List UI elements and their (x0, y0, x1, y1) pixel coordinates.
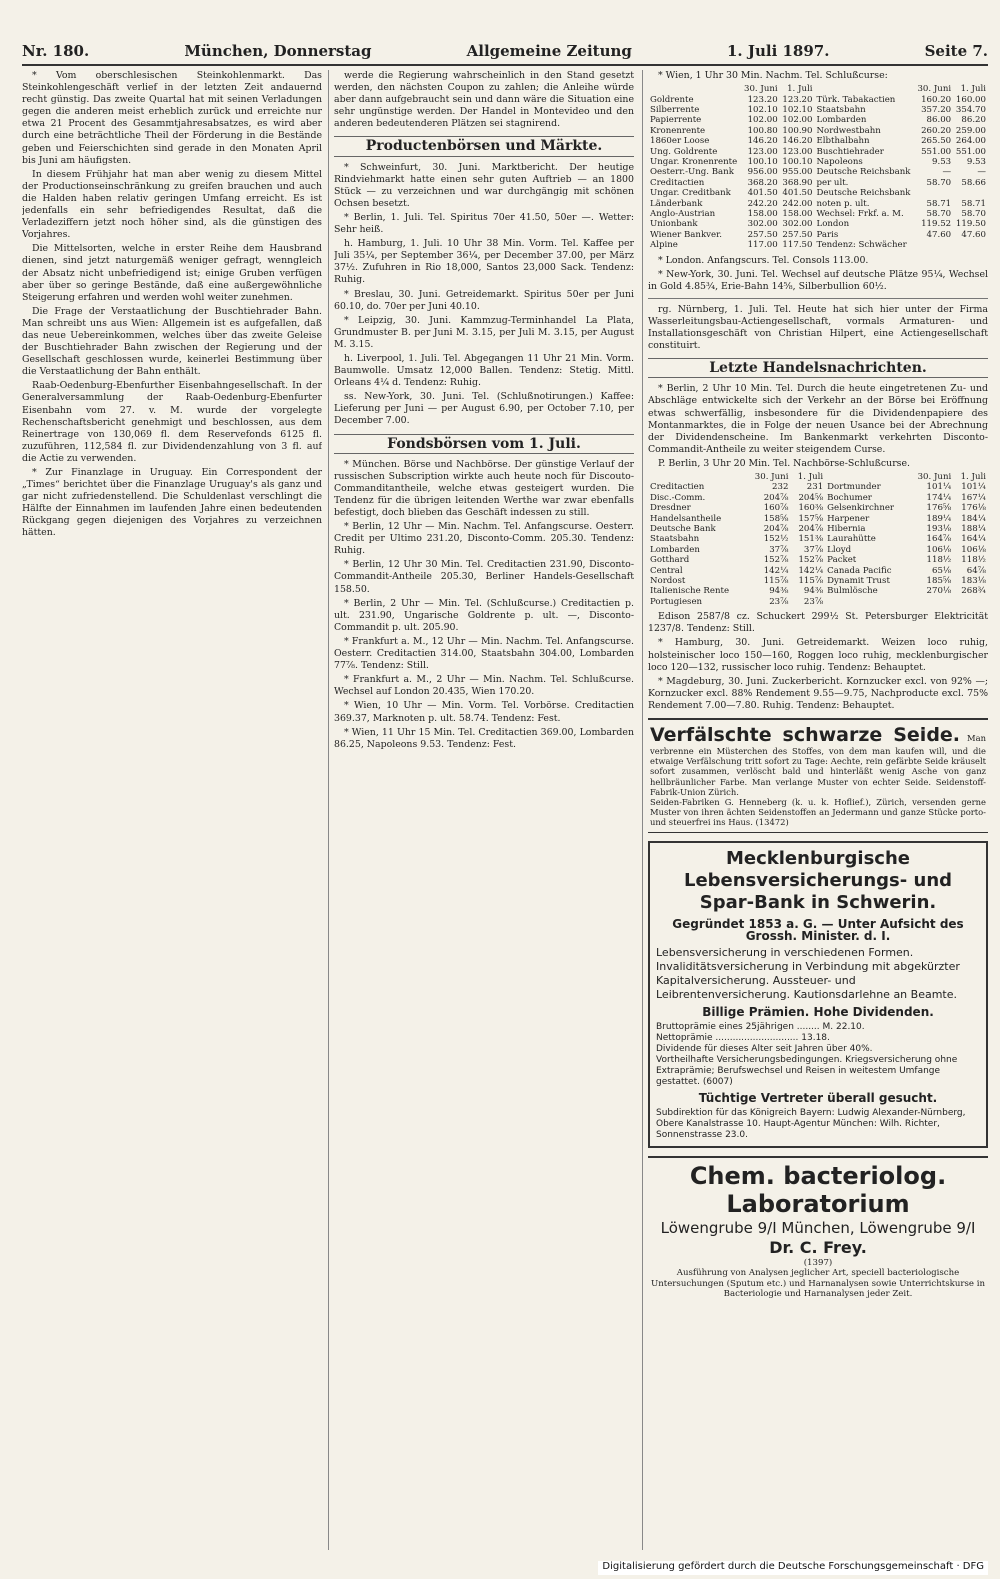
table-cell: Canada Pacific (827, 565, 892, 576)
lab-ref: (1397) (803, 1258, 833, 1269)
table-cell: 302.00 (782, 219, 813, 230)
column-header: 1. Juli (960, 472, 986, 482)
table-row (648, 566, 988, 576)
market-report: h. Hamburg, 1. Juli. 10 Uhr 38 Min. Vorm. Tel. Kaffee per Juli 35¼, per September 36¼, per December 37.00, per März 37½. Zufuhren in Rio 18,000, Santos 23,000 Sack. Tendenz: Ruhig. (334, 238, 634, 286)
table-cell: 151⅜ (798, 534, 824, 545)
table-cell: Deutsche Bank (650, 524, 716, 535)
table-cell: 100.90 (782, 125, 813, 136)
table-cell: 58.70 (926, 208, 952, 219)
exchange-report: * Berlin, 12 Uhr 30 Min. Tel. Creditactien 231.90, Disconto-Commandit-Antheile 205.30, Berliner Handels-Gesellschaft 158.50. (334, 559, 634, 595)
column-header: 30. Juni (917, 472, 952, 482)
column-header (825, 472, 909, 482)
silk-advertisement (648, 718, 988, 833)
table-cell (953, 597, 988, 607)
table-cell: 160⅜ (798, 503, 824, 514)
lab-name: Dr. C. Frey. (769, 1238, 867, 1258)
table-row (648, 136, 988, 146)
table-row (648, 524, 988, 534)
table-cell: Lloyd (827, 544, 852, 555)
table-cell: Wiener Bankver. (650, 229, 722, 240)
table-cell: Tendenz: Schwächer (816, 240, 907, 251)
table-cell: 37⅞ (803, 544, 824, 555)
london-report: * London. Anfangscurs. Tel. Consols 113.00. (658, 254, 869, 266)
insurance-ad-title: Spar-Bank in Schwerin. (699, 891, 937, 913)
column-header: 30. Juni (754, 472, 789, 482)
lab-address: Löwengrube 9/I München, Löwengrube 9/I (660, 1219, 976, 1238)
table-row (648, 126, 988, 136)
table-cell: Nordwestbahn (816, 125, 881, 136)
wien-quotes-table (648, 84, 988, 251)
table-cell (648, 84, 741, 94)
table-cell: Bochumer (827, 492, 872, 503)
column-header: 30. Juni (917, 84, 952, 95)
insurance-agents: Tüchtige Vertreter überall gesucht. (698, 1090, 938, 1105)
table-cell: 354.70 (955, 104, 986, 115)
table-cell: 265.50 (921, 136, 952, 147)
silk-ad-text: Man verbrenne ein Müsterchen des Stoffes, von dem man kaufen will, und die etwaige Verfälschung tritt sofort zu Tage: Aechte, rein gefärbte Seide kräuselt sofort zusammen, verlöscht bald und hinterläßt wenig Asche von ganz hellbräunlicher Farbe. Man verlange Muster von echter Seide. Seidenstoff-Fabrik-Union Zürich. (650, 733, 986, 797)
column-divider (328, 70, 329, 1550)
table-row (648, 482, 988, 492)
table-cell: 164¼ (961, 534, 986, 545)
table-cell (648, 472, 746, 482)
insurance-netto: Nettoprämie ............................. 13.18. (656, 1032, 830, 1043)
table-cell: 58.66 (961, 177, 986, 188)
lab-text: Ausführung von Analysen jeglicher Art, speciell bacteriologische Untersuchungen (Sputum etc.) und Harnanalysen sowie Unterrichtskurse in Bacteriologie und Harnanalysen jeder Zeit. (650, 1268, 986, 1300)
table-cell: 142¼ (763, 565, 789, 576)
table-cell: 270⅛ (926, 586, 952, 597)
hamburg-report: * Hamburg, 30. Juni. Getreidemarkt. Weizen loco ruhig, holsteinischer loco 150—160, Roggen loco ruhig, mecklenburgischer loco 120—132, russischer loco ruhig. Tendenz: Behauptet. (648, 637, 988, 673)
column-header: 1. Juli (960, 84, 986, 95)
table-cell: Dresdner (650, 503, 691, 514)
nuernberg-report: rg. Nürnberg, 1. Juli. Tel. Heute hat sich hier unter der Firma Wasserleitungsbau-Actiengesellschaft, vormals Armaturen- und Installationsgeschäft von Christian Hilpert, eine Actiengesellschaft constituirt. (648, 303, 988, 352)
insurance-ad-title: Mecklenburgische Lebensversicherungs- und (683, 847, 953, 891)
article-paragraph: Die Frage der Verstaatlichung der Buschtiehrader Bahn. Man schreibt uns aus Wien: Allgemein ist es aufgefallen, daß das neue Uebereinkommen, welches über das zweite Geleise der Buschtiehrader Bahn zwischen der Regierung und der Gesellschaft geschlossen wurde, keinerlei Bestimmung über die Verstaatlichung der Bahn enthält. (22, 305, 322, 378)
table-cell: Gotthard (650, 555, 690, 566)
table-cell: Deutsche Reichsbank (816, 188, 911, 199)
wien-heading: * Wien, 1 Uhr 30 Min. Nachm. Tel. Schlußcurse: (658, 70, 888, 81)
table-cell: 302.00 (747, 219, 778, 230)
table-cell: 64⅞ (966, 565, 986, 576)
table-cell: 1860er Loose (650, 136, 710, 147)
table-cell: noten p. ult. (816, 198, 870, 209)
table-cell: 123.20 (747, 94, 778, 105)
table-cell: 102.10 (747, 104, 778, 115)
berlin-report: * Berlin, 2 Uhr 10 Min. Tel. Durch die heute eingetretenen Zu- und Abschläge entwickelte sich der Verkehr an der Börse bei Eröffnung etwas schwerfällig, insbesondere für die Dividendenpapiere des Montanmarktes, die in Folge der neuen Usance bei der Abrechnung der Dividendenscheine. Im Bankenmarkt verkehrten Disconto-Commandit-Antheile zu weiter steigendem Curse. (648, 383, 988, 455)
article-paragraph: In diesem Frühjahr hat man aber wenig zu diesem Mittel der Productionseinschränkung zu greifen brauchen und auch die Halden haben relativ geringen Umfang erreicht. Es ist jedenfalls ein sehr befriedigendes Resultat, daß die Verladeziffern jetzt noch höher sind, als die günstigen des Vorjahres. (22, 168, 322, 241)
insurance-advertisement (648, 841, 988, 1148)
table-cell: Länderbank (650, 198, 703, 209)
table-cell: — (977, 167, 986, 178)
table-cell: Staatsbahn (650, 534, 700, 545)
table-cell: Buschtiehrader (816, 146, 884, 157)
table-cell: 231 (806, 482, 824, 493)
table-cell: 100.10 (782, 156, 813, 167)
column-header: 1. Juli (787, 84, 813, 95)
table-cell: 188¼ (961, 524, 986, 535)
table-cell: Türk. Tabakactien (816, 94, 896, 105)
table-cell: 106⅛ (926, 544, 952, 555)
page-number: Seite 7. (924, 42, 988, 60)
table-cell: 118½ (961, 555, 986, 566)
table-cell: Packet (827, 555, 857, 566)
table-cell: Laurahütte (827, 534, 876, 545)
table-cell: 551.00 (955, 146, 986, 157)
table-row (648, 147, 988, 157)
table-cell: Lombarden (816, 115, 867, 126)
table-cell: 101¼ (961, 482, 986, 493)
newspaper-title: Allgemeine Zeitung (466, 42, 632, 60)
table-cell: 157⅝ (798, 513, 824, 524)
table-cell: 160.00 (955, 94, 986, 105)
exchange-report: * Wien, 10 Uhr — Min. Vorm. Tel. Vorbörse. Creditactien 369.37, Marknoten p. ult. 58.74. Tendenz: Fest. (334, 700, 634, 724)
newyork-report: * New-York, 30. Juni. Tel. Wechsel auf deutsche Plätze 95¼, Wechsel in Gold 4.85¾, Erie-Bahn 14⅝, Silberbullion 60½. (648, 268, 988, 292)
table-cell: Staatsbahn (816, 104, 866, 115)
table-cell: Central (650, 565, 683, 576)
table-cell: 86.20 (961, 115, 986, 126)
berlin-heading: P. Berlin, 3 Uhr 20 Min. Tel. Nachbörse-Schlußcurse. (658, 457, 911, 469)
lab-title: Chem. bacteriolog. Laboratorium (689, 1162, 947, 1219)
table-row (648, 115, 988, 125)
table-cell: Italienische Rente (650, 586, 730, 597)
table-cell: 268¾ (961, 586, 986, 597)
table-cell: 232 (772, 482, 789, 493)
table-cell: 86.00 (926, 115, 952, 126)
table-cell: 58.71 (926, 198, 952, 209)
article-paragraph: * Vom oberschlesischen Steinkohlenmarkt. Das Steinkohlengeschäft verlief in der letzten Zeit andauernd recht günstig. Das zweite Quartal hat mit seinen Verladungen gegen die anderen meist erheblich zurück und erreichte nur etwa 21 Procent des Gesammtjahresabsatzes, es wird aber durch eine beträchtliche Theil der Förderung in die Bestände geben und Feierschichten sind gerade in den Monaten April bis Juni am häufigsten. (22, 70, 322, 166)
table-cell: Deutsche Reichsbank (816, 167, 911, 178)
table-cell: Oesterr.-Ung. Bank (650, 167, 734, 178)
table-cell: Paris (816, 229, 839, 240)
table-cell: Lombarden (650, 544, 700, 555)
table-cell: 357.20 (921, 104, 952, 115)
table-row (648, 105, 988, 115)
table-cell: 401.50 (747, 188, 778, 199)
table-cell: 242.20 (747, 198, 778, 209)
silk-ad-title: Verfälschte schwarze Seide. (650, 724, 961, 747)
table-cell: 955.00 (782, 167, 813, 178)
table-row (648, 157, 988, 167)
table-cell (909, 597, 953, 607)
column-header: 30. Juni (744, 84, 778, 95)
table-cell: 184¼ (961, 513, 986, 524)
table-cell (825, 597, 909, 607)
table-cell: 204⅝ (798, 492, 824, 503)
table-cell (953, 188, 988, 198)
table-cell: 47.60 (926, 229, 952, 240)
table-cell: Dortmunder (827, 482, 881, 493)
table-cell: Portugiesen (650, 596, 703, 607)
table-cell: Gelsenkirchner (827, 503, 895, 514)
table-cell: 242.00 (782, 198, 813, 209)
table-cell: 94⅜ (769, 586, 789, 597)
table-row (648, 545, 988, 555)
table-cell: 183⅛ (961, 576, 986, 587)
table-cell: 47.60 (961, 229, 986, 240)
table-cell: 117.50 (782, 240, 813, 251)
table-cell: 260.20 (921, 125, 952, 136)
table-cell: Kronenrente (650, 125, 706, 136)
table-cell: 146.20 (782, 136, 813, 147)
section-heading: Letzte Handelsnachrichten. (648, 358, 988, 378)
city-date: München, Donnerstag (184, 42, 372, 60)
table-cell: 368.20 (747, 177, 778, 188)
table-cell: 102.00 (782, 115, 813, 126)
table-cell: Elbthalbahn (816, 136, 870, 147)
market-report: * Berlin, 1. Juli. Tel. Spiritus 70er 41.50, 50er —. Wetter: Sehr heiß. (334, 211, 634, 236)
table-cell: 259.00 (955, 125, 986, 136)
table-cell: 185⅝ (926, 576, 952, 587)
table-row (648, 178, 988, 188)
table-cell: 152⅞ (798, 555, 824, 566)
table-cell (953, 240, 988, 250)
table-cell: 146.20 (747, 136, 778, 147)
exchange-report: * Berlin, 12 Uhr — Min. Nachm. Tel. Anfangscurse. Oesterr. Credit per Ultimo 231.20, Disconto-Comm. 205.30. Tendenz: Ruhig. (334, 521, 634, 557)
table-cell: Alpine (650, 240, 678, 251)
article-paragraph: werde die Regierung wahrscheinlich in den Stand gesetzt werden, den nächsten Coupon zu zahlen; die Anleihe würde aber dann aufgebraucht sein und dann wäre die Situation eine sehr ungünstige werden. Der Handel in Montevideo und den anderen bedeutenderen Plätzen sei stagnirend. (334, 70, 634, 130)
insurance-premium: Billige Prämien. Hohe Dividenden. (702, 1004, 934, 1019)
table-row (648, 503, 988, 513)
table-cell: 23⅞ (803, 596, 824, 607)
table-cell: Nordost (650, 576, 686, 587)
table-cell: 117.00 (747, 240, 778, 251)
table-row (648, 209, 988, 219)
table-cell: 142¼ (798, 565, 824, 576)
table-cell: 152½ (763, 534, 789, 545)
table-cell: 204⅞ (763, 524, 789, 535)
table-cell: Hibernia (827, 524, 866, 535)
article-paragraph: Die Mittelsorten, welche in erster Reihe dem Hausbrand dienen, sind jetzt naturgemäß weniger gefragt, wenngleich der Absatz nicht unbefriedigend ist; einige Gruben verfügen aber über so geringe Bestände, daß eine außergewöhnliche Steigerung erfahren und werden wohl weiter zunehmen. (22, 243, 322, 303)
column-header (815, 84, 915, 94)
exchange-report: * München. Börse und Nachbörse. Der günstige Verlauf der russischen Subscription wirkte auch heute noch für Discouto-Commanditantheile, welche etwas gesteigert wurden. Die Tendenz für die übrigen leitenden Werthe war zwar ebenfalls befestigt, doch blieben das Geschäft indessen zu still. (334, 458, 634, 518)
table-cell: 204⅞ (798, 524, 824, 535)
table-cell: 115⅞ (798, 576, 824, 587)
table-cell: 158.00 (747, 208, 778, 219)
insurance-subdirection: Subdirektion für das Königreich Bayern: Ludwig Alexander-Nürnberg, Obere Kanalstrasse 10. Haupt-Agentur München: Wilh. Richter, Sonnenstrasse 23.0. (656, 1108, 966, 1141)
table-cell: Bulmlösche (827, 586, 878, 597)
table-cell: 368.90 (782, 177, 813, 188)
table-row (648, 514, 988, 524)
table-cell: Silberrente (650, 104, 700, 115)
insurance-founded: Gegründet 1853 a. G. — Unter Aufsicht des Grossh. Minister. d. I. (672, 916, 964, 943)
table-cell: 551.00 (921, 146, 952, 157)
section-heading: Fondsbörsen vom 1. Juli. (334, 434, 634, 454)
table-cell: 102.00 (747, 115, 778, 126)
market-report: * Leipzig, 30. Juni. Kammzug-Terminhandel La Plata, Grundmuster B. per Juni M. 3.15, per Juli M. 3.15, per August M. 3.15. (334, 314, 634, 350)
table-cell: 956.00 (747, 167, 778, 178)
table-cell: Harpener (827, 513, 870, 524)
table-row (648, 167, 988, 177)
table-cell: 174¼ (926, 492, 952, 503)
table-cell: 118½ (926, 555, 952, 566)
table-cell: 101¼ (926, 482, 952, 493)
table-cell: Ung. Goldrente (650, 146, 718, 157)
table-cell: Ungar. Kronenrente (650, 156, 738, 167)
table-cell: Creditactien (650, 177, 705, 188)
table-cell: 160.20 (921, 94, 952, 105)
table-cell: 264.00 (955, 136, 986, 147)
table-row (648, 95, 988, 105)
page-header (22, 38, 988, 66)
table-cell: 9.53 (932, 156, 952, 167)
wien-header-row (648, 84, 988, 94)
table-cell: Dynamit Trust (827, 576, 890, 587)
table-cell: 9.53 (966, 156, 986, 167)
table-cell: Anglo-Austrian (650, 208, 716, 219)
table-cell: Wechsel: Frkf. a. M. (816, 208, 904, 219)
table-cell (915, 188, 954, 198)
insurance-brutto: Bruttoprämie eines 25jährigen ........ M. 22.10. (656, 1021, 865, 1032)
table-row (648, 219, 988, 229)
table-cell: 58.70 (961, 208, 986, 219)
table-cell: 257.50 (747, 229, 778, 240)
table-cell: 123.00 (747, 146, 778, 157)
insurance-dividend: Dividende für dieses Alter seit Jahren über 40%. (656, 1043, 873, 1054)
table-cell: 58.71 (961, 198, 986, 209)
table-row (648, 576, 988, 586)
table-cell: per ult. (816, 177, 849, 188)
table-cell: 123.20 (782, 94, 813, 105)
table-cell: Goldrente (650, 94, 694, 105)
table-cell: 23⅞ (769, 596, 789, 607)
exchange-report: * Berlin, 2 Uhr — Min. Tel. (Schlußcurse.) Creditactien p. ult. 231.90, Ungarische Goldrente p. ult. —, Disconto-Commandit p. ult. 205.90. (334, 597, 634, 633)
table-cell (915, 240, 954, 250)
table-cell: 100.10 (747, 156, 778, 167)
table-cell: 58.70 (926, 177, 952, 188)
table-cell: London (816, 219, 850, 230)
table-cell: Handelsantheile (650, 513, 722, 524)
column-2 (334, 70, 634, 1550)
exchange-report: * Frankfurt a. M., 2 Uhr — Min. Nachm. Tel. Schlußcurse. Wechsel auf London 20.435, Wien 170.20. (334, 674, 634, 698)
table-cell: 401.50 (782, 188, 813, 199)
table-cell: 94⅜ (803, 586, 824, 597)
table-cell: 189¼ (926, 513, 952, 524)
table-cell: 37⅞ (769, 544, 789, 555)
table-cell: 123.00 (782, 146, 813, 157)
column-header: 1. Juli (797, 472, 824, 482)
table-cell: 164⅞ (926, 534, 952, 545)
magdeburg-report: * Magdeburg, 30. Juni. Zuckerbericht. Kornzucker excl. von 92% —; Kornzucker excl. 88% Rendement 9.55—9.75, Nachproducte excl. 75% Rendement 7.00—7.80. Ruhig. Tendenz: Behauptet. (648, 675, 988, 711)
exchange-report: * Wien, 11 Uhr 15 Min. Tel. Creditactien 369.00, Lombarden 86.25, Napoleons 9.53. Tendenz: Fest. (334, 726, 634, 750)
table-cell: 193⅛ (926, 524, 952, 535)
silk-ad-footer: Seiden-Fabriken G. Henneberg (k. u. k. Hoflief.), Zürich, versenden gerne Muster von ihren ächten Seidenstoffen an Jedermann und ganze Stücke porto- und steuerfrei ins Haus. (13472) (650, 797, 986, 828)
table-cell: 115⅞ (763, 576, 789, 587)
table-cell: 167¼ (961, 492, 986, 503)
table-cell: Papierrente (650, 115, 702, 126)
market-report: h. Liverpool, 1. Juli. Tel. Abgegangen 11 Uhr 21 Min. Vorm. Baumwolle. Umsatz 12,000 Ballen. Tendenz: Stetig. Mittl. Orleans 4¼ d. Tendenz: Ruhig. (334, 352, 634, 389)
table-cell: 158⅝ (763, 513, 789, 524)
article-paragraph: Raab-Oedenburg-Ebenfurther Eisenbahngesellschaft. In der Generalversammlung der Raab-Oedenburg-Ebenfurter Eisenbahn vom 27. v. M. wurde der vorgelegte Rechenschaftsbericht genehmigt und beschlossen, aus dem Reinertrage von 130,069 fl. dem Reservefonds 6125 fl. zuzuführen, 112,584 fl. zur Dividendenzahlung von 3 fl. auf die Actie zu verwenden. (22, 380, 322, 464)
insurance-extra: Vortheilhafte Versicherungsbedingungen. Kriegsversicherung ohne Extraprämie; Berufswechsel und Reisen in weitestem Umfange gestattet. (6007) (656, 1054, 958, 1087)
table-row (648, 493, 988, 503)
table-cell: 160⅞ (763, 503, 789, 514)
divider (648, 298, 988, 299)
table-row (648, 188, 988, 198)
table-cell: 152⅞ (763, 555, 789, 566)
table-row (648, 230, 988, 240)
column-1 (22, 70, 322, 1550)
table-cell: Napoleons (816, 156, 863, 167)
market-report: ss. New-York, 30. Juni. Tel. (Schlußnotirungen.) Kaffee: Lieferung per Juni — per August 6.90, per October 7.10, per December 7.00. (334, 391, 634, 427)
section-heading: Productenbörsen und Märkte. (334, 136, 634, 156)
table-cell: 158.00 (782, 208, 813, 219)
table-row (648, 555, 988, 565)
issue-number: Nr. 180. (22, 42, 90, 60)
berlin-header-row (648, 472, 988, 482)
table-cell: 119.50 (955, 219, 986, 230)
table-cell: 100.80 (747, 125, 778, 136)
table-cell: 119.52 (921, 219, 952, 230)
table-cell: 257.50 (782, 229, 813, 240)
newspaper-page (22, 0, 988, 1579)
laboratory-advertisement (648, 1156, 988, 1300)
table-cell: 106⅛ (961, 544, 986, 555)
table-row (648, 534, 988, 544)
market-report: * Breslau, 30. Juni. Getreidemarkt. Spiritus 50er per Juni 60.10, do. 70er per Juni 40.10. (334, 288, 634, 312)
table-cell: 176⅛ (961, 503, 986, 514)
edison-line: Edison 2587/8 cz. Schuckert 299½ St. Petersburger Elektricität 1237/8. Tendenz: Still. (648, 611, 988, 635)
insurance-text: Lebensversicherung in verschiedenen Formen. Invaliditätsversicherung in Verbindung mit abgekürzter Kapitalversicherung. Aussteuer- und Leibrentenversicherung. Kautionsdarlehne an Beamte. (656, 945, 960, 1001)
table-cell: Creditactien (650, 482, 705, 493)
column-divider (642, 70, 643, 1550)
article-paragraph: * Zur Finanzlage in Uruguay. Ein Correspondent der „Times“ berichtet über die Finanzlage Uruguay's als ganz und gar nicht zufriedenstellend. Die Schuldenlast verschlingt die Hälfte der Einnahmen im laufenden Jahre einen bedeutenden Rückgang gegen diejenigen des Vorjahres zu verzeichnen hätten. (22, 467, 322, 539)
table-row (648, 597, 988, 607)
column-3 (648, 70, 988, 1550)
table-cell: Unionbank (650, 219, 698, 230)
table-cell: Disc.-Comm. (650, 492, 706, 503)
table-row (648, 240, 988, 250)
exchange-report: * Frankfurt a. M., 12 Uhr — Min. Nachm. Tel. Anfangscurse. Oesterr. Creditactien 314.00, Staatsbahn 304.00, Lombarden 77⅞. Tendenz: Still. (334, 635, 634, 672)
digitization-credit: Digitalisierung gefördert durch die Deutsche Forschungsgemeinschaft · DFG (598, 1561, 988, 1575)
table-row (648, 199, 988, 209)
table-cell: Ungar. Creditbank (650, 188, 731, 199)
table-cell: 176⅝ (926, 503, 952, 514)
table-cell: 102.10 (782, 104, 813, 115)
market-report: * Schweinfurt, 30. Juni. Marktbericht. Der heutige Rindviehmarkt hatte einen sehr guten Auftrieb — an 1800 Stück — zu verzeichnen und war durchgängig mit schönen Ochsen besetzt. (334, 161, 634, 209)
berlin-quotes-table (648, 472, 988, 607)
issue-date: 1. Juli 1897. (726, 42, 830, 60)
table-cell: — (942, 167, 952, 178)
table-cell: 65⅛ (931, 565, 952, 576)
table-row (648, 586, 988, 596)
table-cell: 204⅞ (763, 492, 789, 503)
